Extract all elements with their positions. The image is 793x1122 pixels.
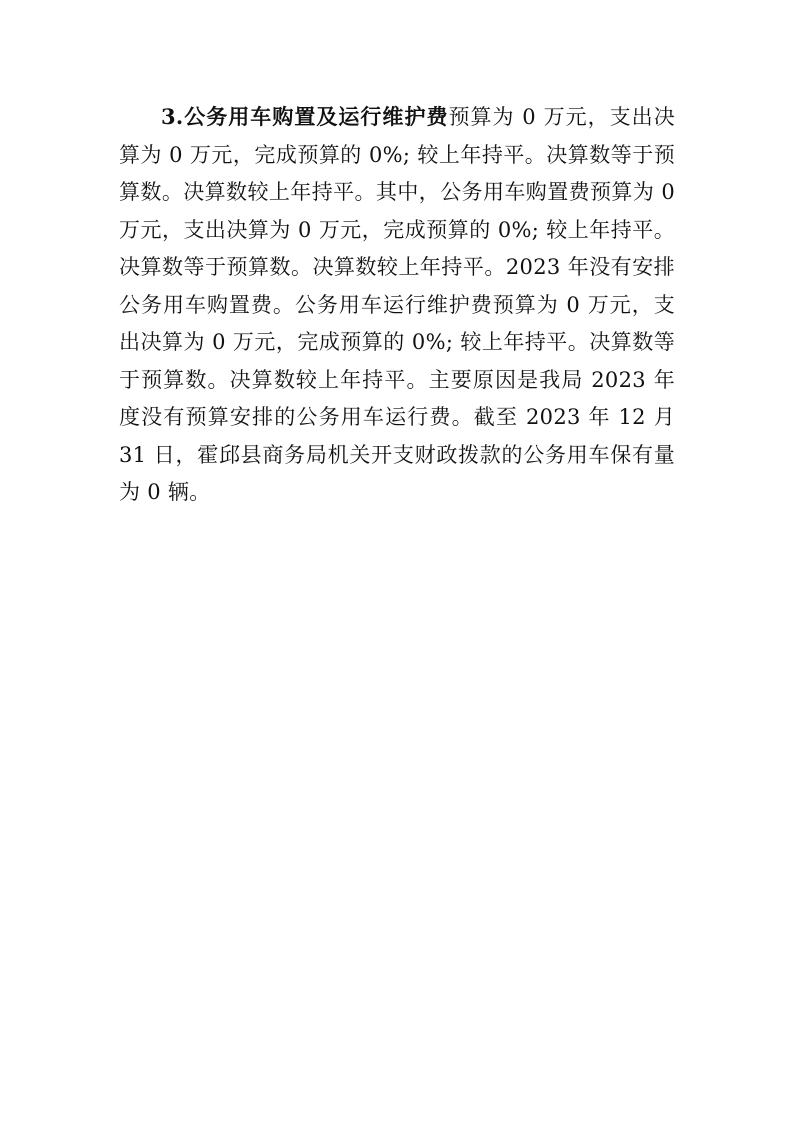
paragraph [119, 98, 675, 512]
paragraph-body: 预算为 0 万元，支出决算为 0 万元，完成预算的 0%; 较上年持平。决算数等于预算数。决算数较上年持平。其中，公务用车购置费预算为 0 万元，支出决算为 0 万元，完成预算的 0%; 较上年持平。决算数等于预算数。决算数较上年持平。2023 年没有安排公务用车购置费。公务用车运行维护费预算为 0 万元，支出决算为 0 万元，完成预算的 0%; 较上年持平。决算数等于预算数。决算数较上年持平。主要原因是我局 2023 年度没有预算安排的公务用车运行费。截至 2023 年 12 月 31 日，霍邱县商务局机关开支财政拨款的公务用车保有量为 0 辆。 [119, 105, 675, 504]
paragraph-block [119, 98, 675, 512]
section-heading: 3.公务用车购置及运行维护费 [161, 104, 449, 129]
